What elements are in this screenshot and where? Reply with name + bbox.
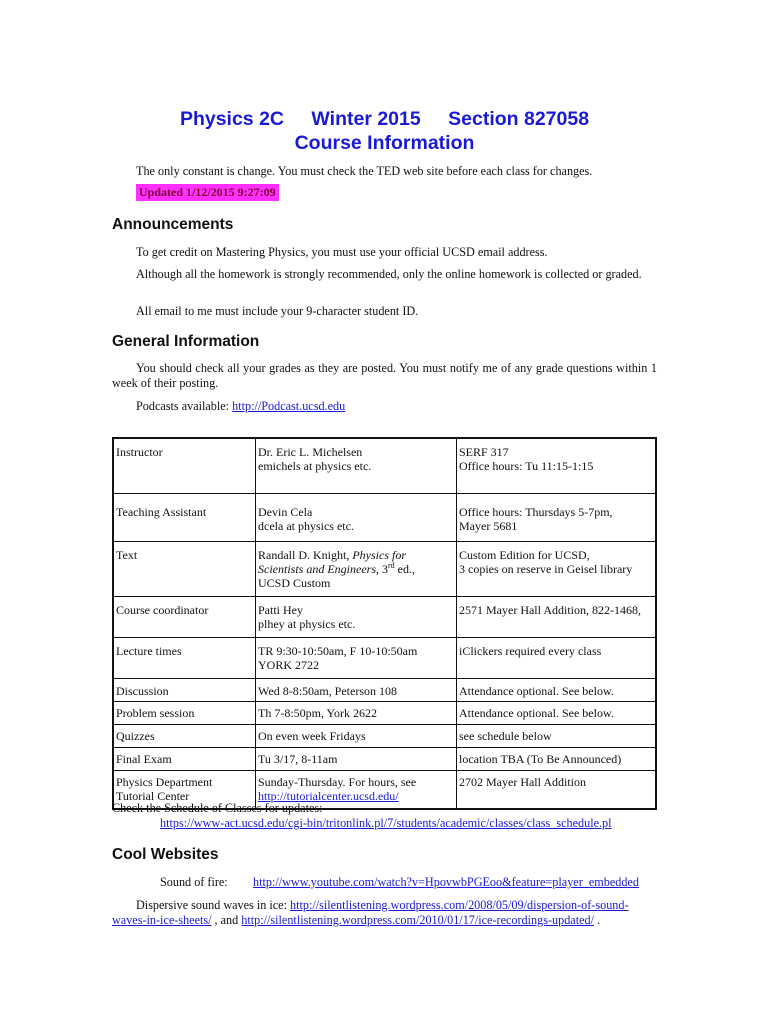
updated-badge: Updated 1/12/2015 9:27:09: [136, 184, 279, 201]
fire-line: [112, 875, 657, 890]
row-label: Lecture times: [113, 638, 256, 679]
row-detail: Sunday-Thursday. For hours, see http://tutorialcenter.ucsd.edu/: [256, 771, 457, 810]
schedule-line: [160, 816, 660, 831]
row-label: Physics Department Tutorial Center: [113, 771, 256, 810]
table-row: [113, 702, 656, 725]
podcasts-label: Podcasts available:: [136, 399, 233, 413]
row-detail: Randall D. Knight, Physics for Scientists and Engineers, 3rd ed., UCSD Custom: [256, 542, 457, 597]
grades-note: You should check all your grades as they are posted. You must notify me of any grade questions within 1 week of their posting.: [112, 361, 657, 390]
title-course: Physics 2C: [179, 108, 284, 130]
announcement-item: All email to me must include your 9-character student ID.: [136, 304, 419, 318]
row-label: Text: [113, 542, 256, 597]
schedule-note: Check the Schedule of Classes for updates:: [112, 801, 323, 815]
row-label: Final Exam: [113, 748, 256, 771]
announcement-item: Although all the homework is strongly recommended, only the online homework is collected or graded.: [136, 267, 642, 281]
schedule-link[interactable]: https://www-act.ucsd.edu/cgi-bin/tritonlink.pl/7/students/academic/classes/class_schedule.pl: [160, 816, 612, 830]
row-label: Problem session: [113, 702, 256, 725]
row-notes: see schedule below: [457, 725, 657, 748]
row-notes: Attendance optional. See below.: [457, 679, 657, 702]
ice-line: [112, 898, 657, 913]
table-row: [113, 638, 656, 679]
cool-websites-heading: Cool Websites: [112, 846, 219, 863]
table-row: [113, 748, 656, 771]
ice-and: , and: [211, 913, 242, 927]
row-label: Course coordinator: [113, 597, 256, 638]
row-label: Instructor: [113, 438, 256, 494]
fire-label: Sound of fire:: [160, 875, 228, 889]
row-notes: Office hours: Thursdays 5-7pm, Mayer 5681: [457, 494, 657, 542]
row-notes: 2571 Mayer Hall Addition, 822-1468,: [457, 597, 657, 638]
general-info-heading: General Information: [112, 333, 260, 350]
table-row: [113, 597, 656, 638]
row-notes: SERF 317 Office hours: Tu 11:15-1:15: [457, 438, 657, 494]
title-term: Winter 2015: [311, 108, 421, 130]
row-notes: 2702 Mayer Hall Addition: [457, 771, 657, 810]
table-row: [113, 542, 656, 597]
fire-link[interactable]: http://www.youtube.com/watch?v=HpovwbPGEoo&feature=player_embedded: [253, 875, 639, 889]
ice-link-1-cont[interactable]: waves-in-ice-sheets/: [112, 913, 212, 927]
announcement-item: To get credit on Mastering Physics, you must use your official UCSD email address.: [136, 245, 548, 259]
row-label: Quizzes: [113, 725, 256, 748]
row-notes: iClickers required every class: [457, 638, 657, 679]
row-detail: Patti Hey plhey at physics etc.: [256, 597, 457, 638]
announcements-heading: Announcements: [112, 216, 234, 233]
podcasts-link[interactable]: http://Podcast.ucsd.edu: [232, 399, 346, 413]
row-detail: Tu 3/17, 8-11am: [256, 748, 457, 771]
row-notes: location TBA (To Be Announced): [457, 748, 657, 771]
page-subtitle: Course Information: [294, 132, 475, 154]
change-notice: The only constant is change. You must check the TED web site before each class for changes.: [136, 164, 593, 178]
table-row: [113, 494, 656, 542]
ice-link-1[interactable]: http://silentlistening.wordpress.com/2008/05/09/dispersion-of-sound-: [290, 898, 629, 912]
podcasts-line: [112, 399, 657, 414]
table-row: [113, 725, 656, 748]
row-label: Discussion: [113, 679, 256, 702]
row-detail: TR 9:30-10:50am, F 10-10:50am YORK 2722: [256, 638, 457, 679]
row-notes: Custom Edition for UCSD, 3 copies on reserve in Geisel library: [457, 542, 657, 597]
row-detail: On even week Fridays: [256, 725, 457, 748]
row-detail: Wed 8-8:50am, Peterson 108: [256, 679, 457, 702]
course-info-table: [112, 437, 657, 810]
table-row: [113, 679, 656, 702]
row-detail: Th 7-8:50pm, York 2622: [256, 702, 457, 725]
ice-label: Dispersive sound waves in ice:: [136, 898, 291, 912]
tutorial-center-link[interactable]: http://tutorialcenter.ucsd.edu/: [258, 789, 399, 803]
row-detail: Dr. Eric L. Michelsen emichels at physics etc.: [256, 438, 457, 494]
row-notes: Attendance optional. See below.: [457, 702, 657, 725]
ice-line-cont: [112, 913, 657, 928]
ice-link-2[interactable]: http://silentlistening.wordpress.com/2010/01/17/ice-recordings-updated/: [241, 913, 594, 927]
table-row: [113, 438, 656, 494]
title-section: Section 827058: [448, 108, 590, 130]
row-detail: Devin Cela dcela at physics etc.: [256, 494, 457, 542]
row-label: Teaching Assistant: [113, 494, 256, 542]
ice-end: .: [594, 913, 601, 927]
